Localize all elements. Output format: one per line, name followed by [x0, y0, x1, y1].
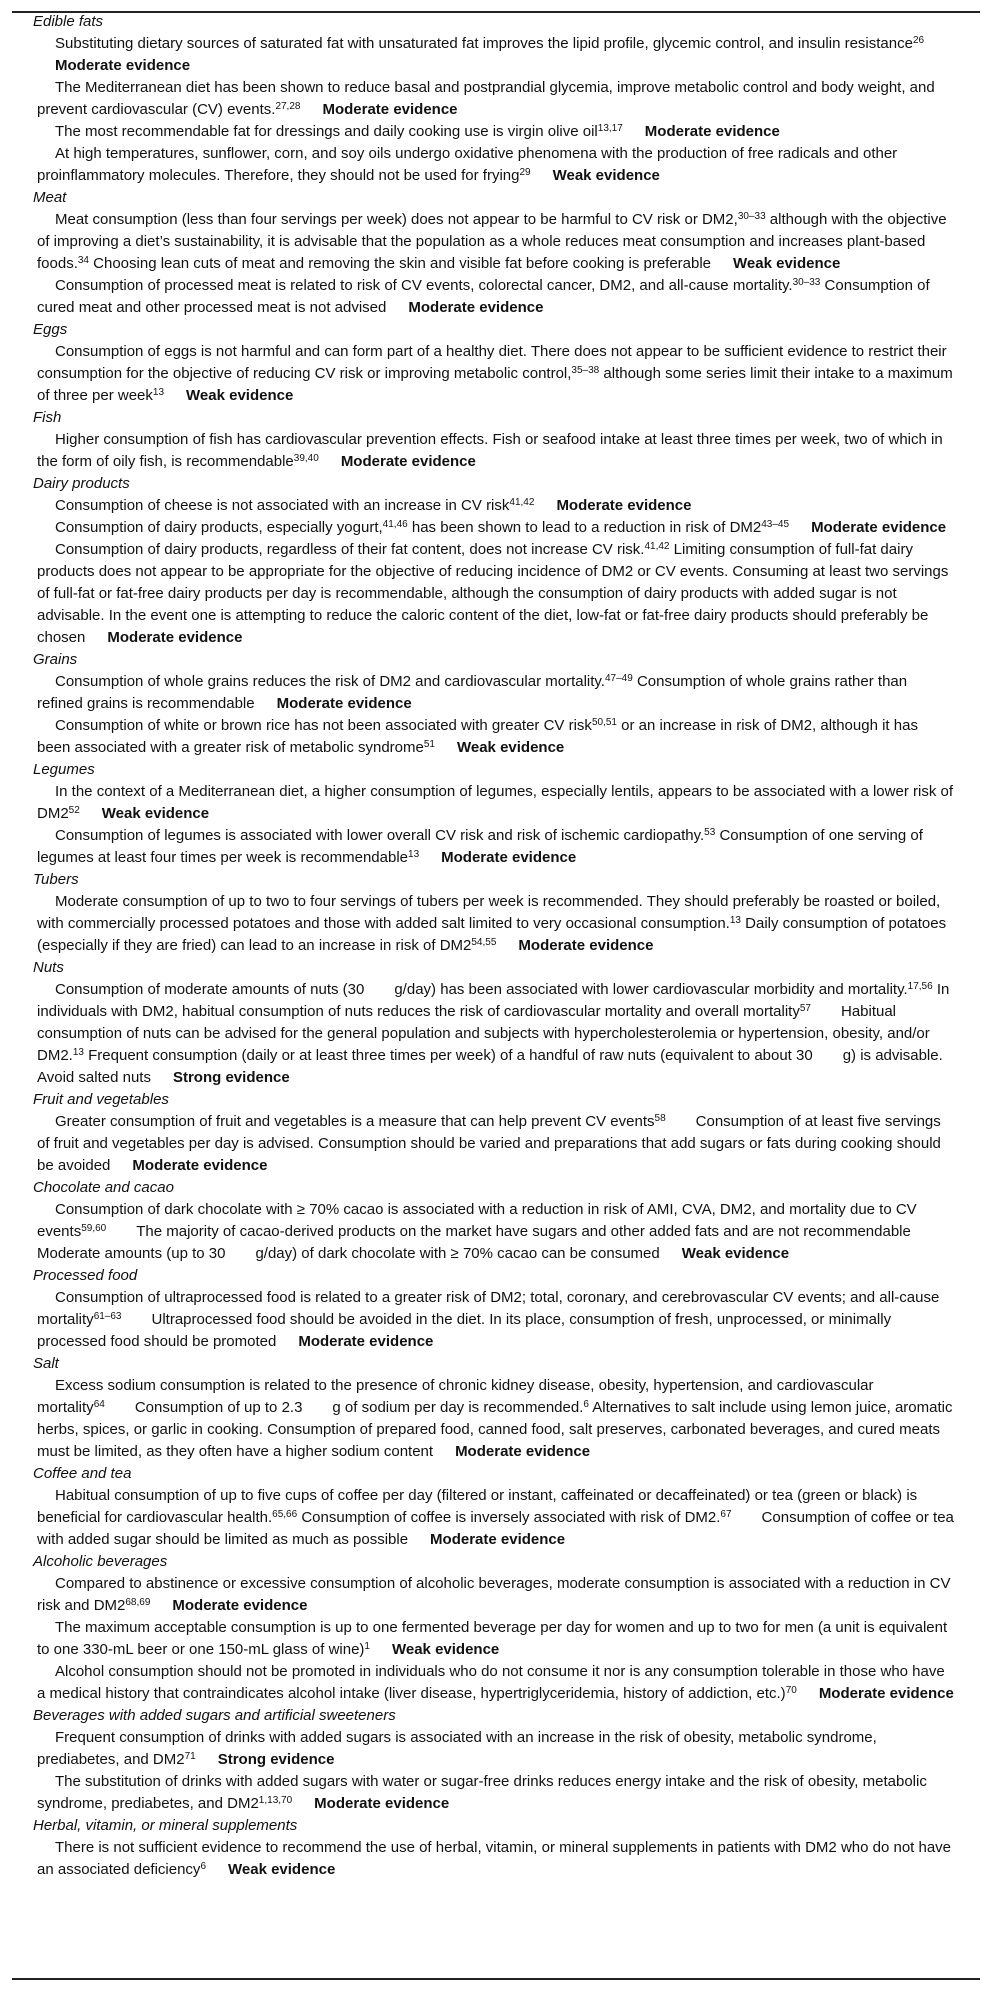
section-title-legumes: Legumes — [33, 761, 95, 778]
section-title-fish: Fish — [33, 409, 62, 426]
paragraph: Alcohol consumption should not be promoted in individuals who do not consume it nor is any consumption tolerable in those who have a medical history that contraindicates alcohol intake (liver disease, hypertriglyceridemia, history of addiction, etc.)$^{70}$ Moderate evidence — [37, 1663, 954, 1702]
section-title-eggs: Eggs — [33, 321, 68, 338]
evidence-label: Moderate evidence — [132, 1157, 268, 1174]
section-title-supplements: Herbal, vitamin, or mineral supplements — [33, 1817, 298, 1834]
paragraph: Consumption of ultraprocessed food is related to a greater risk of DM2; total, coronary, and cerebrovascular CV events; and all-cause mortality$^{61-63}$ Ultraprocessed food should be avoided in the diet. In its place, consumption of fresh, unprocessed, or minimally processed food should be promoted Moderate evidence — [37, 1289, 940, 1350]
paragraph: Meat consumption (less than four servings per week) does not appear to be harmful to CV risk or DM2,$^{30-33}$ although with the objective of improving a diet’s sustainability, it is advisable that the population as a whole reduces meat consumption and increases plant-based foods.$^{34}$ Choosing lean cuts of meat and removing the skin and visible fat before cooking is preferable Weak evidence — [37, 211, 947, 272]
paragraph: At high temperatures, sunflower, corn, and soy oils undergo oxidative phenomena with the production of free radicals and other proinflammatory molecules. Therefore, they should not be used for frying$^{29}$ Weak evidence — [37, 145, 898, 184]
evidence-label: Weak evidence — [228, 1861, 336, 1878]
section-title-grains: Grains — [33, 651, 78, 668]
section-title-sugary-beverages: Beverages with added sugars and artificial sweeteners — [33, 1707, 396, 1724]
evidence-label: Moderate evidence — [314, 1795, 450, 1812]
paragraph: Habitual consumption of up to five cups of coffee per day (filtered or instant, caffeinated or decaffeinated) or tea (green or black) is beneficial for cardiovascular health.$^{65,66}$ Consumption of coffee is inversely associated with risk of DM2.67 Consumption of coffee or tea with added sugar should be limited as much as possible Moderate evidence — [37, 1487, 954, 1548]
evidence-label: Weak evidence — [186, 387, 294, 404]
section-title-chocolate: Chocolate and cacao — [33, 1179, 174, 1196]
paragraph: Consumption of dark chocolate with ≥ 70% cacao is associated with a reduction in risk of AMI, CVA, DM2, and mortality due to CV events$^{59,60}$ The majority of cacao-derived products on the market have sugars and other added fats and are not recommendable Moderate amounts (up to 30 g/day) of dark chocolate with ≥ 70% cacao can be consumed Weak evidence — [37, 1201, 941, 1262]
section-title-tubers: Tubers — [33, 871, 79, 888]
evidence-label: Weak evidence — [391, 1641, 500, 1658]
recommendations-table — [33, 11, 955, 1881]
evidence-label: Moderate evidence — [408, 299, 544, 316]
paragraph: Consumption of dairy products, especially yogurt,$^{41,46}$ has been shown to lead to a reduction in risk of DM2$^{43-45}$ Moderate evidence — [55, 519, 947, 536]
evidence-label: Moderate evidence — [322, 101, 458, 118]
paragraph: Consumption of whole grains reduces the risk of DM2 and cardiovascular mortality.$^{47-49}$ Consumption of whole grains rather than refined grains is recommendable Moderate evidence — [37, 673, 908, 712]
paragraph: In the context of a Mediterranean diet, a higher consumption of legumes, especially lentils, appears to be associated with a lower risk of $DM2^{52}$ Weak evidence — [37, 783, 953, 822]
section-title-nuts: Nuts — [33, 959, 64, 976]
paragraph: The most recommendable fat for dressings and daily cooking use is virgin olive oil$^{13,17}$ Moderate evidence — [55, 123, 780, 140]
paragraph: Greater consumption of fruit and vegetables is a measure that can help prevent CV events$^{58}$ Consumption of at least five servings of fruit and vegetables per day is advised. Consumption should be varied and preparations that add sugars or fats during cooking should be avoided Moderate evidence — [37, 1113, 941, 1174]
paragraph: Consumption of eggs is not harmful and can form part of a healthy diet. There does not appear to be sufficient evidence to restrict their consumption for the objective of reducing CV risk or improving metabolic control,$^{35-38}$ although some series limit their intake to a maximum of three per week$^{13}$ Weak evidence — [37, 343, 953, 404]
evidence-label: Moderate evidence — [818, 1685, 954, 1702]
paragraph: The maximum acceptable consumption is up to one fermented beverage per day for women and up to two for men (a unit is equivalent to one 330-mL beer or one 150-mL glass of wine)$^1$ Weak evidence — [37, 1619, 948, 1658]
paragraph: Consumption of processed meat is related to risk of CV events, colorectal cancer, DM2, and all-cause mortality.$^{30-33}$ Consumption of cured meat and other processed meat is not advised Moderate evidence — [37, 277, 930, 316]
evidence-label: Moderate evidence — [172, 1597, 308, 1614]
evidence-label: Strong evidence — [172, 1069, 290, 1086]
evidence-label: Moderate evidence — [298, 1333, 434, 1350]
paragraph: Excess sodium consumption is related to the presence of chronic kidney disease, obesity, hypertension, and cardiovascular mortality$^{64}$ Consumption of up to 2.3 g of sodium per day is recommended.$^6$ Alternatives to salt include using lemon juice, aromatic herbs, spices, or garlic in cooking. Consumption of prepared food, canned food, salt preserves, carbonated beverages, and cured meats must be limited, as they often have a higher sodium content Moderate evidence — [37, 1377, 953, 1460]
evidence-label: Strong evidence — [217, 1751, 335, 1768]
section-title-dairy: Dairy products — [33, 475, 130, 492]
evidence-label: Moderate evidence — [811, 519, 947, 536]
section-title-processed-food: Processed food — [33, 1267, 138, 1284]
evidence-label: Moderate evidence — [430, 1531, 566, 1548]
evidence-label: Moderate evidence — [455, 1443, 591, 1460]
evidence-label: Moderate evidence — [518, 937, 654, 954]
paragraph: Frequent consumption of drinks with added sugars is associated with an increase in the risk of obesity, metabolic syndrome, prediabetes, and $DM2^{71}$ Strong evidence — [37, 1729, 877, 1768]
evidence-label: Moderate evidence — [55, 57, 191, 74]
paragraph: Consumption of white or brown rice has not been associated with greater CV risk$^{50,51}$ or an increase in risk of DM2, although it has been associated with a greater risk of metabolic syndrome$^{51}$ Weak evidence — [37, 717, 918, 756]
section-title-fruit-vegetables: Fruit and vegetables — [33, 1091, 169, 1108]
paragraph: The Mediterranean diet has been shown to reduce basal and postprandial glycemia, improve metabolic control and body weight, and prevent cardiovascular (CV) events.$^{27,28}$ Moderate evidence — [37, 79, 935, 118]
section-title-alcohol: Alcoholic beverages — [33, 1553, 168, 1570]
paragraph: Higher consumption of fish has cardiovascular prevention effects. Fish or seafood intake at least three times per week, two of which in the form of oily fish, is recommendable$^{39,40}$ Moderate evidence — [37, 431, 943, 470]
section-title-meat: Meat — [33, 189, 67, 206]
paragraph: Consumption of moderate amounts of nuts (30 g/day) has been associated with lower cardiovascular morbidity and mortality.$^{17,56}$ In individuals with DM2, habitual consumption of nuts reduces the risk of cardiovascular mortality and overall mortality$^{57}$ Habitual consumption of nuts can be advised for the general population and subjects with hypercholesterolemia or hypertension, obesity, and/or DM2.13 Frequent consumption (daily or at least three times per week) of a handful of raw nuts (equivalent to about 30 g) is advisable. Avoid salted nuts Strong evidence — [37, 981, 950, 1086]
paragraph: Moderate consumption of up to two to four servings of tubers per week is recommended. They should preferably be roasted or boiled, with commercially processed potatoes and those with added salt limited to very occasional consumption.$^{13}$ Daily consumption of potatoes (especially if they are fried) can lead to an increase in risk of DM2$^{54,55}$ Moderate evidence — [37, 893, 947, 954]
evidence-label: Weak evidence — [733, 255, 841, 272]
evidence-label: Moderate evidence — [441, 849, 577, 866]
paragraph: Substituting dietary sources of saturated fat with unsaturated fat improves the lipid profile, glycemic control, and insulin resistance$^{26}$ — [55, 35, 925, 52]
evidence-label: Moderate evidence — [340, 453, 476, 470]
paragraph: Consumption of cheese is not associated with an increase in CV risk$^{41,42}$ Moderate evidence — [55, 497, 692, 514]
paragraph: Consumption of legumes is associated with lower overall CV risk and risk of ischemic cardiopathy.$^{53}$ Consumption of one serving of legumes at least four times per week is recommendable$^{13}$ Moderate evidence — [37, 827, 923, 866]
paragraph: The substitution of drinks with added sugars with water or sugar-free drinks reduces energy intake and the risk of obesity, metabolic syndrome, prediabetes, and DM2$^{1,13,70}$ Moderate evidence — [37, 1773, 927, 1812]
evidence-label: Weak evidence — [101, 805, 210, 822]
table-bottom-rule — [12, 1978, 980, 1980]
evidence-label: Weak evidence — [552, 167, 660, 184]
section-title-salt: Salt — [33, 1355, 59, 1372]
evidence-label: Weak evidence — [456, 739, 565, 756]
paragraph: Compared to abstinence or excessive consumption of alcoholic beverages, moderate consumption is associated with a reduction in CV risk and DM2$^{68,69}$ Moderate evidence — [37, 1575, 951, 1614]
paragraph: There is not sufficient evidence to recommend the use of herbal, vitamin, or mineral supplements in patients with DM2 who do not have an associated deficiency$^6$ Weak evidence — [37, 1839, 952, 1878]
evidence-label: Moderate evidence — [107, 629, 243, 646]
evidence-label: Moderate evidence — [276, 695, 412, 712]
paragraph: Consumption of dairy products, regardless of their fat content, does not increase CV risk.$^{41,42}$ Limiting consumption of full-fat dairy products does not appear to be appropriate for the objective of reducing incidence of DM2 or CV events. Consuming at least two servings of full-fat or fat-free dairy products per day is recommendable, although the consumption of dairy products with added sugar is not advisable. In the event one is attempting to reduce the caloric content of the diet, low-fat or fat-free dairy products should preferably be chosen Moderate evidence — [37, 541, 949, 646]
evidence-label: Moderate evidence — [556, 497, 692, 514]
evidence-label: Weak evidence — [681, 1245, 790, 1262]
section-title-edible-fats: Edible fats — [33, 13, 104, 30]
section-title-coffee-tea: Coffee and tea — [33, 1465, 132, 1482]
evidence-label: Moderate evidence — [644, 123, 780, 140]
